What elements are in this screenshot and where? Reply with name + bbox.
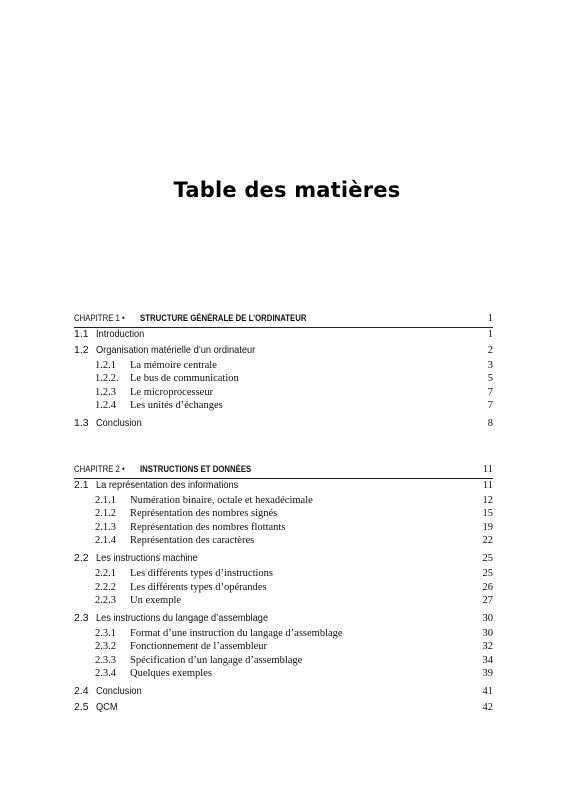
section-page-number: 30 — [482, 613, 493, 625]
subsection-page-number: 34 — [482, 654, 493, 666]
section-number: 1.1 — [74, 328, 89, 340]
subsection-number: 2.1.4 — [95, 534, 116, 546]
section-entry[interactable] — [74, 328, 493, 340]
section-page-number: 41 — [482, 686, 493, 698]
section-number: 1.2 — [74, 344, 89, 356]
subsection-number: 2.1.3 — [95, 521, 116, 533]
chapter-page-number: 11 — [482, 464, 493, 475]
subsection-page-number: 25 — [482, 568, 493, 580]
subsection-entry[interactable] — [95, 522, 493, 533]
subsection-title: Représentation des caractères — [130, 534, 255, 546]
subsection-number: 2.1.2 — [95, 508, 116, 520]
subsection-entry[interactable] — [95, 495, 493, 506]
chapter-page-number: 1 — [487, 313, 493, 324]
section-title: Introduction — [96, 328, 145, 340]
section-number: 2.4 — [74, 685, 89, 698]
section-page-number: 8 — [487, 418, 493, 430]
subsection-entry[interactable] — [95, 568, 493, 579]
subsection-page-number: 27 — [482, 594, 493, 606]
subsection-page-number: 15 — [482, 508, 493, 520]
subsection-number: 2.3.1 — [95, 628, 116, 640]
section-number: 1.3 — [74, 417, 89, 430]
chapter-title: INSTRUCTIONS ET DONNÉES — [139, 464, 252, 475]
section-title: QCM — [96, 701, 118, 714]
section-title: Les instructions du langage d’assemblage — [96, 612, 269, 625]
section-entry[interactable] — [74, 701, 493, 713]
section-title: Organisation matérielle d’un ordinateur — [96, 344, 256, 356]
chapter-title: STRUCTURE GÉNÉRALE DE L’ORDINATEUR — [139, 313, 307, 324]
subsection-number: 2.1.1 — [95, 495, 116, 506]
section-page-number: 11 — [482, 480, 493, 491]
subsection-title: Un exemple — [130, 594, 182, 606]
section-page-number: 1 — [487, 329, 493, 340]
section-entry[interactable] — [74, 612, 493, 624]
section-title: Les instructions machine — [96, 552, 198, 565]
subsection-number: 2.3.3 — [95, 654, 116, 666]
subsection-page-number: 5 — [487, 373, 493, 385]
chapter-heading[interactable] — [74, 459, 493, 479]
subsection-entry[interactable] — [95, 641, 493, 652]
section-entry[interactable] — [74, 479, 493, 491]
section-number: 2.3 — [74, 612, 89, 625]
subsection-entry[interactable] — [95, 360, 493, 371]
section-title: Conclusion — [96, 685, 142, 698]
subsection-page-number: 32 — [482, 641, 493, 653]
chapter-heading[interactable] — [74, 308, 493, 328]
subsection-entry[interactable] — [95, 535, 493, 546]
subsection-entry[interactable] — [95, 628, 493, 639]
subsection-title: Représentation des nombres flottants — [130, 521, 286, 533]
subsection-number: 1.2.4 — [95, 399, 116, 411]
subsection-page-number: 7 — [487, 399, 493, 411]
section-title: La représentation des informations — [96, 479, 239, 491]
subsection-number: 2.2.2 — [95, 581, 116, 593]
chapter-prefix: CHAPITRE 2 • — [74, 464, 125, 475]
section-number: 2.5 — [74, 701, 89, 714]
subsection-title: Les différents types d’instructions — [130, 568, 273, 580]
subsection-title: Le bus de communication — [130, 373, 239, 385]
subsection-page-number: 3 — [487, 360, 493, 371]
subsection-number: 1.2.2. — [95, 373, 119, 385]
subsection-page-number: 30 — [482, 628, 493, 640]
chapter-label — [74, 459, 404, 477]
page-title: Table des matières — [173, 178, 401, 202]
section-page-number: 2 — [487, 345, 493, 356]
subsection-entry[interactable] — [95, 400, 493, 411]
subsection-title: Le microprocesseur — [130, 386, 214, 398]
subsection-entry[interactable] — [95, 668, 493, 679]
section-page-number: 42 — [482, 702, 493, 714]
subsection-number: 2.3.4 — [95, 668, 116, 679]
subsection-title: Quelques exemples — [130, 668, 212, 679]
subsection-title: Fonctionnement de l’assembleur — [130, 641, 268, 653]
section-number: 2.2 — [74, 552, 89, 565]
subsection-entry[interactable] — [95, 387, 493, 398]
subsection-title: Représentation des nombres signés — [130, 508, 278, 520]
subsection-number: 1.2.3 — [95, 386, 116, 398]
subsection-number: 2.2.3 — [95, 594, 116, 606]
subsection-page-number: 39 — [482, 668, 493, 679]
subsection-page-number: 19 — [482, 521, 493, 533]
section-entry[interactable] — [74, 417, 493, 429]
subsection-entry[interactable] — [95, 582, 493, 593]
subsection-entry[interactable] — [95, 655, 493, 666]
chapter-label — [74, 308, 404, 326]
subsection-entry[interactable] — [95, 595, 493, 606]
subsection-title: Numération binaire, octale et hexadécimale — [130, 495, 313, 506]
subsection-page-number: 22 — [482, 534, 493, 546]
subsection-title: Les différents types d’opérandes — [130, 581, 267, 593]
subsection-page-number: 7 — [487, 386, 493, 398]
subsection-page-number: 12 — [482, 495, 493, 506]
subsection-title: Format d’une instruction du langage d’assemblage — [130, 628, 343, 640]
subsection-title: Spécification d’un langage d’assemblage — [130, 654, 303, 666]
chapter-prefix: CHAPITRE 1 • — [74, 313, 125, 324]
subsection-page-number: 26 — [482, 581, 493, 593]
section-entry[interactable] — [74, 685, 493, 697]
section-title: Conclusion — [96, 417, 142, 430]
section-entry[interactable] — [74, 344, 493, 356]
section-page-number: 25 — [482, 553, 493, 565]
subsection-entry[interactable] — [95, 508, 493, 519]
subsection-title: Les unités d’échanges — [130, 399, 223, 411]
subsection-number: 2.2.1 — [95, 568, 116, 580]
subsection-title: La mémoire centrale — [130, 360, 217, 371]
section-entry[interactable] — [74, 552, 493, 564]
subsection-number: 2.3.2 — [95, 641, 116, 653]
subsection-number: 1.2.1 — [95, 360, 116, 371]
section-number: 2.1 — [74, 479, 89, 491]
subsection-entry[interactable] — [95, 373, 493, 384]
